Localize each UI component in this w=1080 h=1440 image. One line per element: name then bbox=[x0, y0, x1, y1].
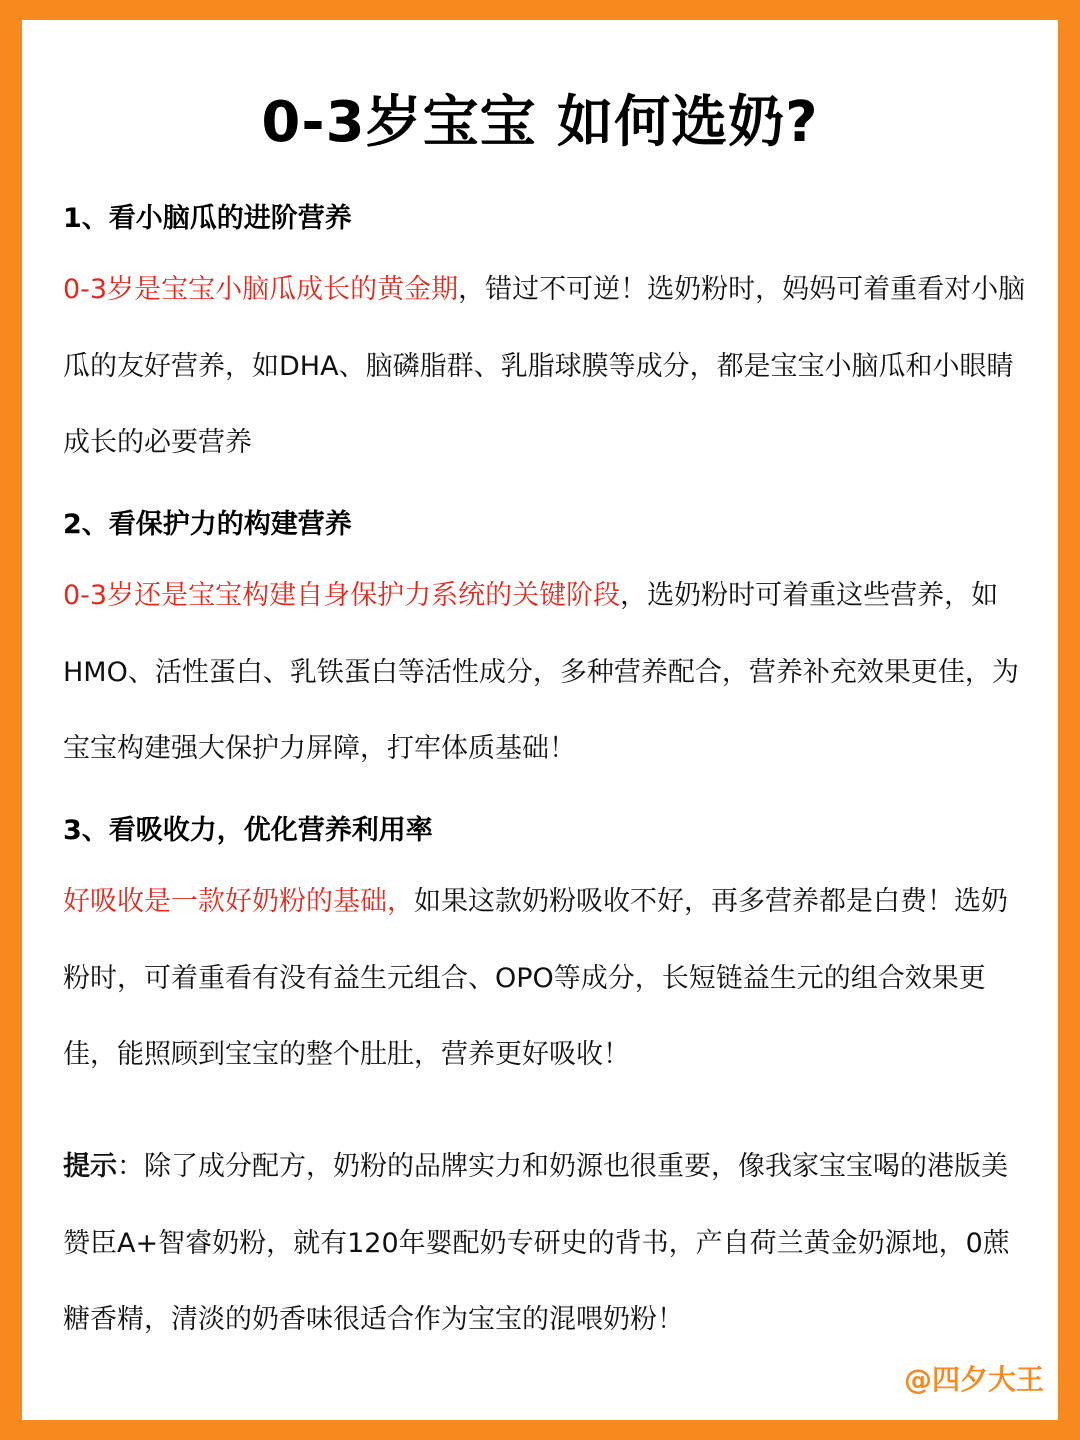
body-text: 如果这款奶粉吸收不好，再多营养都是白费！选奶粉时，可着重看有没有益生元组合、OPO等成分，长短链益生元的组合效果更佳，能照顾到宝宝的整个肚肚，营养更好吸收！ bbox=[63, 886, 1008, 1070]
section-heading-1: 1、看小脑瓜的进阶营养 bbox=[63, 203, 352, 234]
body-text: ，选奶粉时可着重这些营养，如HMO、活性蛋白、乳铁蛋白等活性成分，多种营养配合，营养补充效果更佳，为宝宝构建强大保护力屏障，打牢体质基础！ bbox=[63, 580, 1019, 764]
tip-paragraph bbox=[63, 1129, 1033, 1359]
author-watermark: @四夕大王 bbox=[903, 1363, 1044, 1396]
page-title: 0-3岁宝宝 如何选奶? bbox=[261, 90, 819, 155]
section-heading-2: 2、看保护力的构建营养 bbox=[63, 509, 352, 540]
highlight-text: 0-3岁是宝宝小脑瓜成长的黄金期 bbox=[63, 274, 459, 305]
section-body-3 bbox=[63, 864, 1033, 1094]
body-text: ，错过不可逆！选奶粉时，妈妈可着重看对小脑瓜的友好营养，如DHA、脑磷脂群、乳脂球膜等成分，都是宝宝小脑瓜和小眼睛成长的必要营养 bbox=[63, 274, 1026, 458]
highlight-text: 好吸收是一款好奶粉的基础， bbox=[63, 886, 414, 917]
section-heading-3: 3、看吸收力，优化营养利用率 bbox=[63, 815, 433, 846]
tip-label: 提示 bbox=[63, 1151, 117, 1182]
section-body-1 bbox=[63, 252, 1033, 482]
section-body-2 bbox=[63, 558, 1033, 788]
tip-text: ：除了成分配方，奶粉的品牌实力和奶源也很重要，像我家宝宝喝的港版美赞臣A+智睿奶粉，就有120年婴配奶专研史的背书，产自荷兰黄金奶源地，0蔗糖香精，清淡的奶香味很适合作为宝宝的混喂奶粉！ bbox=[63, 1151, 1010, 1335]
highlight-text: 0-3岁还是宝宝构建自身保护力系统的关键阶段 bbox=[63, 580, 621, 611]
